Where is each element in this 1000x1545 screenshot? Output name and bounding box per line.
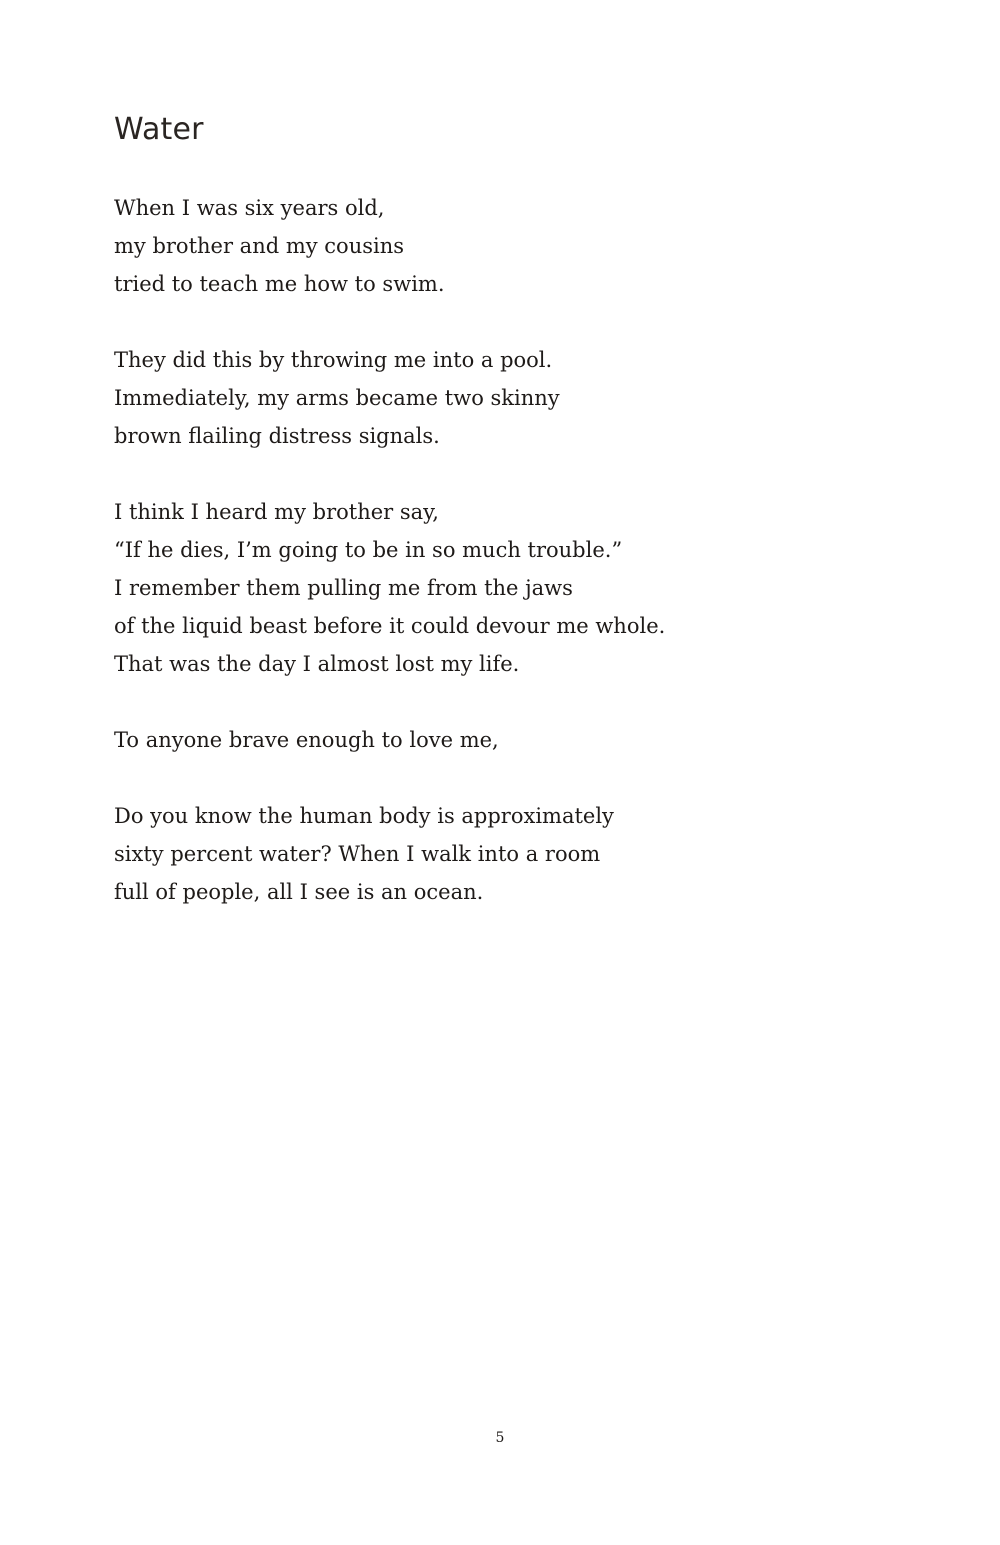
poem-body	[114, 189, 934, 949]
poem-line: Do you know the human body is approximately	[114, 804, 614, 828]
stanza	[114, 797, 934, 911]
poem-line: “If he dies, I’m going to be in so much trouble.”	[114, 538, 623, 562]
poem-line: They did this by throwing me into a pool.	[114, 348, 553, 372]
poem-line: my brother and my cousins	[114, 234, 405, 258]
page-number: 5	[495, 1430, 505, 1446]
poem-line: brown flailing distress signals.	[114, 424, 440, 448]
stanza	[114, 189, 934, 303]
poem-line: Immediately, my arms became two skinny	[114, 386, 560, 410]
stanza	[114, 721, 934, 759]
poem-line: sixty percent water? When I walk into a room	[114, 842, 601, 866]
poem-title: Water	[114, 112, 204, 147]
poem-line: of the liquid beast before it could devour me whole.	[114, 614, 666, 638]
stanza	[114, 341, 934, 455]
stanza	[114, 493, 934, 683]
poem-line: full of people, all I see is an ocean.	[114, 880, 484, 904]
poem-line: I think I heard my brother say,	[114, 500, 439, 524]
poem-line: tried to teach me how to swim.	[114, 272, 445, 296]
poem-line: I remember them pulling me from the jaws	[114, 576, 573, 600]
poem-line: When I was six years old,	[114, 196, 385, 220]
poem-line: That was the day I almost lost my life.	[114, 652, 520, 676]
poem-line: To anyone brave enough to love me,	[114, 728, 499, 752]
